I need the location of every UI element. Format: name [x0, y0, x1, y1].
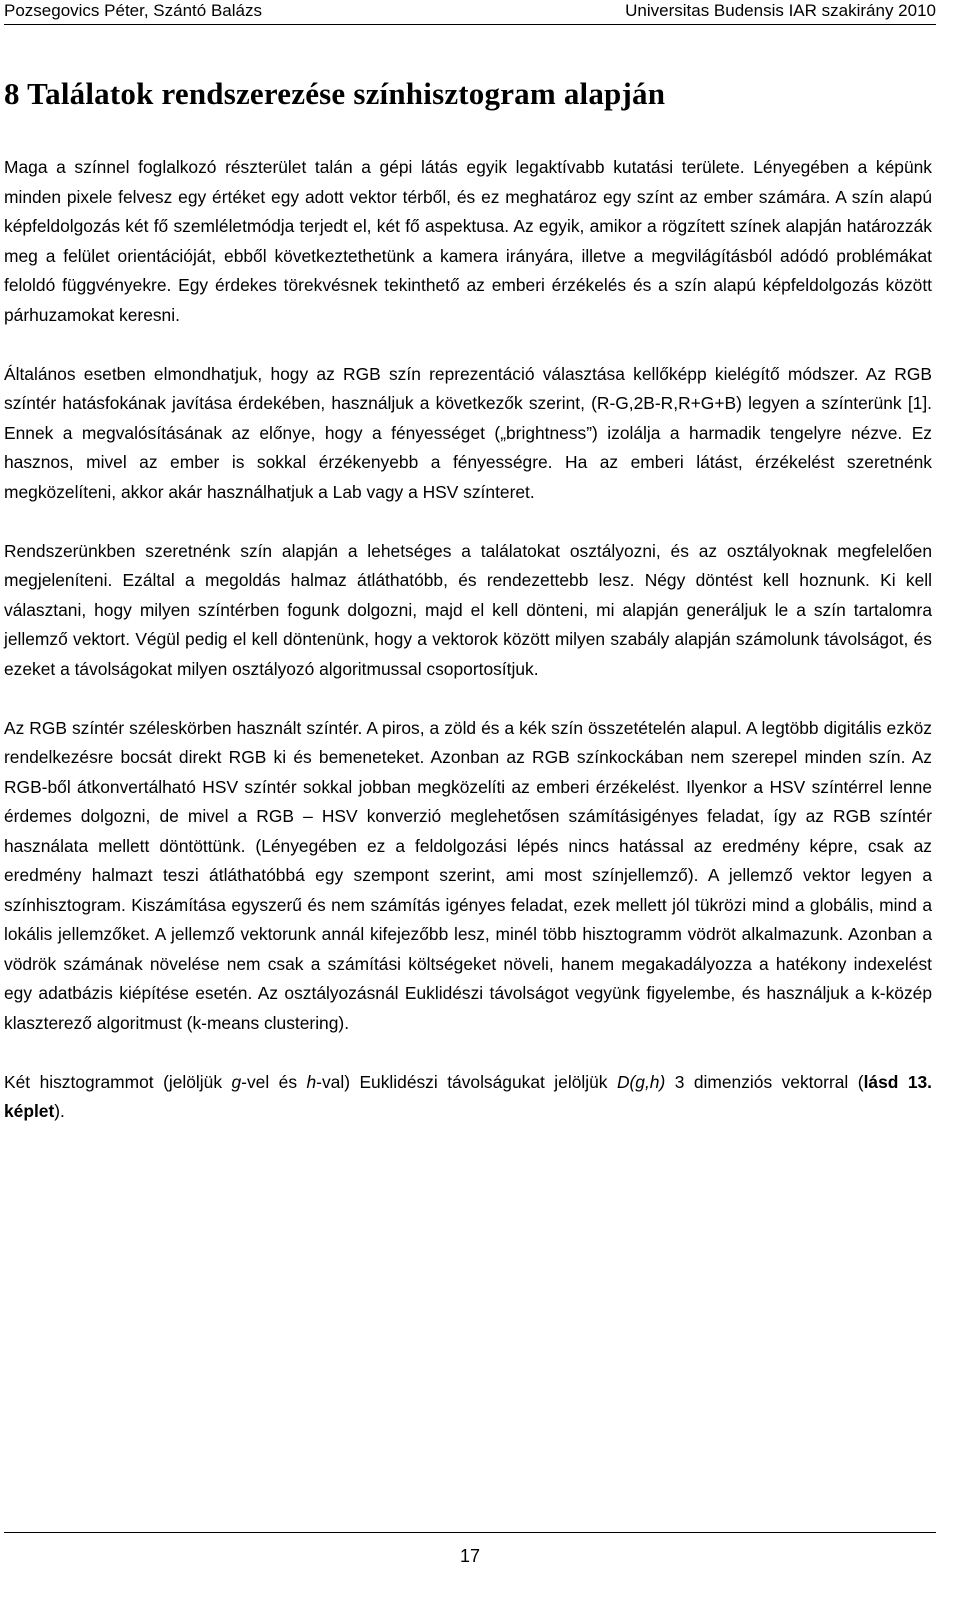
- p5-text-3: -val) Euklidészi távolságukat jelöljük: [316, 1071, 617, 1092]
- p5-distance-notation: D(g,h): [616, 1071, 666, 1092]
- formula-reference: lásd 13. képlet: [4, 1071, 932, 1121]
- page-number: 17: [459, 1546, 481, 1566]
- p5-text-5: ).: [54, 1101, 65, 1121]
- paragraph-4: Az RGB színtér széleskörben használt színtér. A piros, a zöld és a kék szín összetételén alapul. A legtöbb digitális ezköz rendelkezésre bocsát direkt RGB ki és bemeneteket. Azonban az RGB színkockában nem szerepel minden szín. Az RGB-ből átkonvertálható HSV színtér sokkal jobban megközelíti az emberi érzékelést. Ilyenkor a HSV színtérrel lenne érdemes dolgozni, de mivel a RGB – HSV konverzió meglehetősen számításigényes feladat, így az RGB színtér használata mellett döntöttünk. (Lényegében ez a feldolgozási lépés nincs hatással az eredmény képre, csak az eredmény halmazt teszi átláthatóbbá egy szempont szerint, ami most színjellemző). A jellemző vektor legyen a színhisztogram. Kiszámítása egyszerű és nem számítás igényes feladat, ezek mellett jól tükrözi mind a globális, mind a lokális jellemzőket. A jellemző vektorunk annál kifejezőbb lesz, minél több hisztogramm vödröt alkalmazunk. Azonban a vödrök számának növelése nem csak a számítási költségeket növeli, hanem megakadályozza a hatékony indexelést egy adatbázis kiépítése esetén. Az osztályozásnál Euklidészi távolságot vegyünk figyelembe, és használjuk a k-közép klaszterező algoritmust (k-means clustering).: [4, 717, 932, 1033]
- header-institution: Universitas Budensis IAR szakirány 2010: [625, 1, 936, 20]
- p5-text-1: Két hisztogrammot (jelöljük: [4, 1071, 232, 1092]
- page-footer: [4, 1532, 936, 1614]
- paragraph-2: Általános esetben elmondhatjuk, hogy az RGB szín reprezentáció választása kellőképp kielégítő módszer. Az RGB színtér hatásfokának javítása érdekében, használjuk a következők szerint, (R-G,2B-R,R+G+B) legyen a színterünk [1]. Ennek a megvalósításának az előnye, hogy a fényességet („brightness”) izolálja a harmadik tengelyre nézve. Ez hasznos, mivel az ember is sokkal érzékenyebb a fényességre. Ha az emberi látást, érzékelést szeretnénk megközelíteni, akkor akár használhatjuk a Lab vagy a HSV színteret.: [4, 363, 932, 502]
- chapter-title: 8 Találatok rendszerezése színhisztogram alapján: [4, 76, 666, 111]
- p5-text-2: -vel és: [241, 1071, 307, 1092]
- header-authors: Pozsegovics Péter, Szántó Balázs: [4, 1, 262, 20]
- p5-var-g: g: [231, 1071, 242, 1092]
- page-header: [4, 0, 936, 25]
- p5-var-h: h: [306, 1071, 317, 1092]
- paragraph-1: Maga a színnel foglalkozó részterület talán a gépi látás egyik legaktívabb kutatási területe. Lényegében a képünk minden pixele felvesz egy értéket egy adott vektor térből, és ez meghatároz egy színt az ember számára. A szín alapú képfeldolgozás két fő szemléletmódja terjedt el, két fő aspektusa. Az egyik, amikor a rögzített színek alapján határozzák meg a felület orientációját, ebből következtethetünk a kamera irányára, illetve a megvilágításból adódó problémákat feloldó függvényekre. Egy érdekes törekvésnek tekinthető az emberi érzékelés és a szín alapú képfeldolgozás között párhuzamokat keresni.: [4, 157, 932, 325]
- body-text: [4, 153, 932, 1127]
- paragraph-5: [4, 1068, 932, 1127]
- p5-text-4: 3 dimenziós vektorral (: [665, 1071, 864, 1092]
- paragraph-3: Rendszerünkben szeretnénk szín alapján a lehetséges a találatokat osztályozni, és az osztályoknak megfelelően megjeleníteni. Ezáltal a megoldás halmaz átláthatóbb, és rendezettebb lesz. Négy döntést kell hoznunk. Ki kell választani, hogy milyen színtérben fogunk dolgozni, majd el kell dönteni, mi alapján generáljuk le a szín tartalomra jellemző vektort. Végül pedig el kell döntenünk, hogy a vektorok között milyen szabály alapján számolunk távolságot, és ezeket a távolságokat milyen osztályozó algoritmussal csoportosítjuk.: [4, 540, 932, 679]
